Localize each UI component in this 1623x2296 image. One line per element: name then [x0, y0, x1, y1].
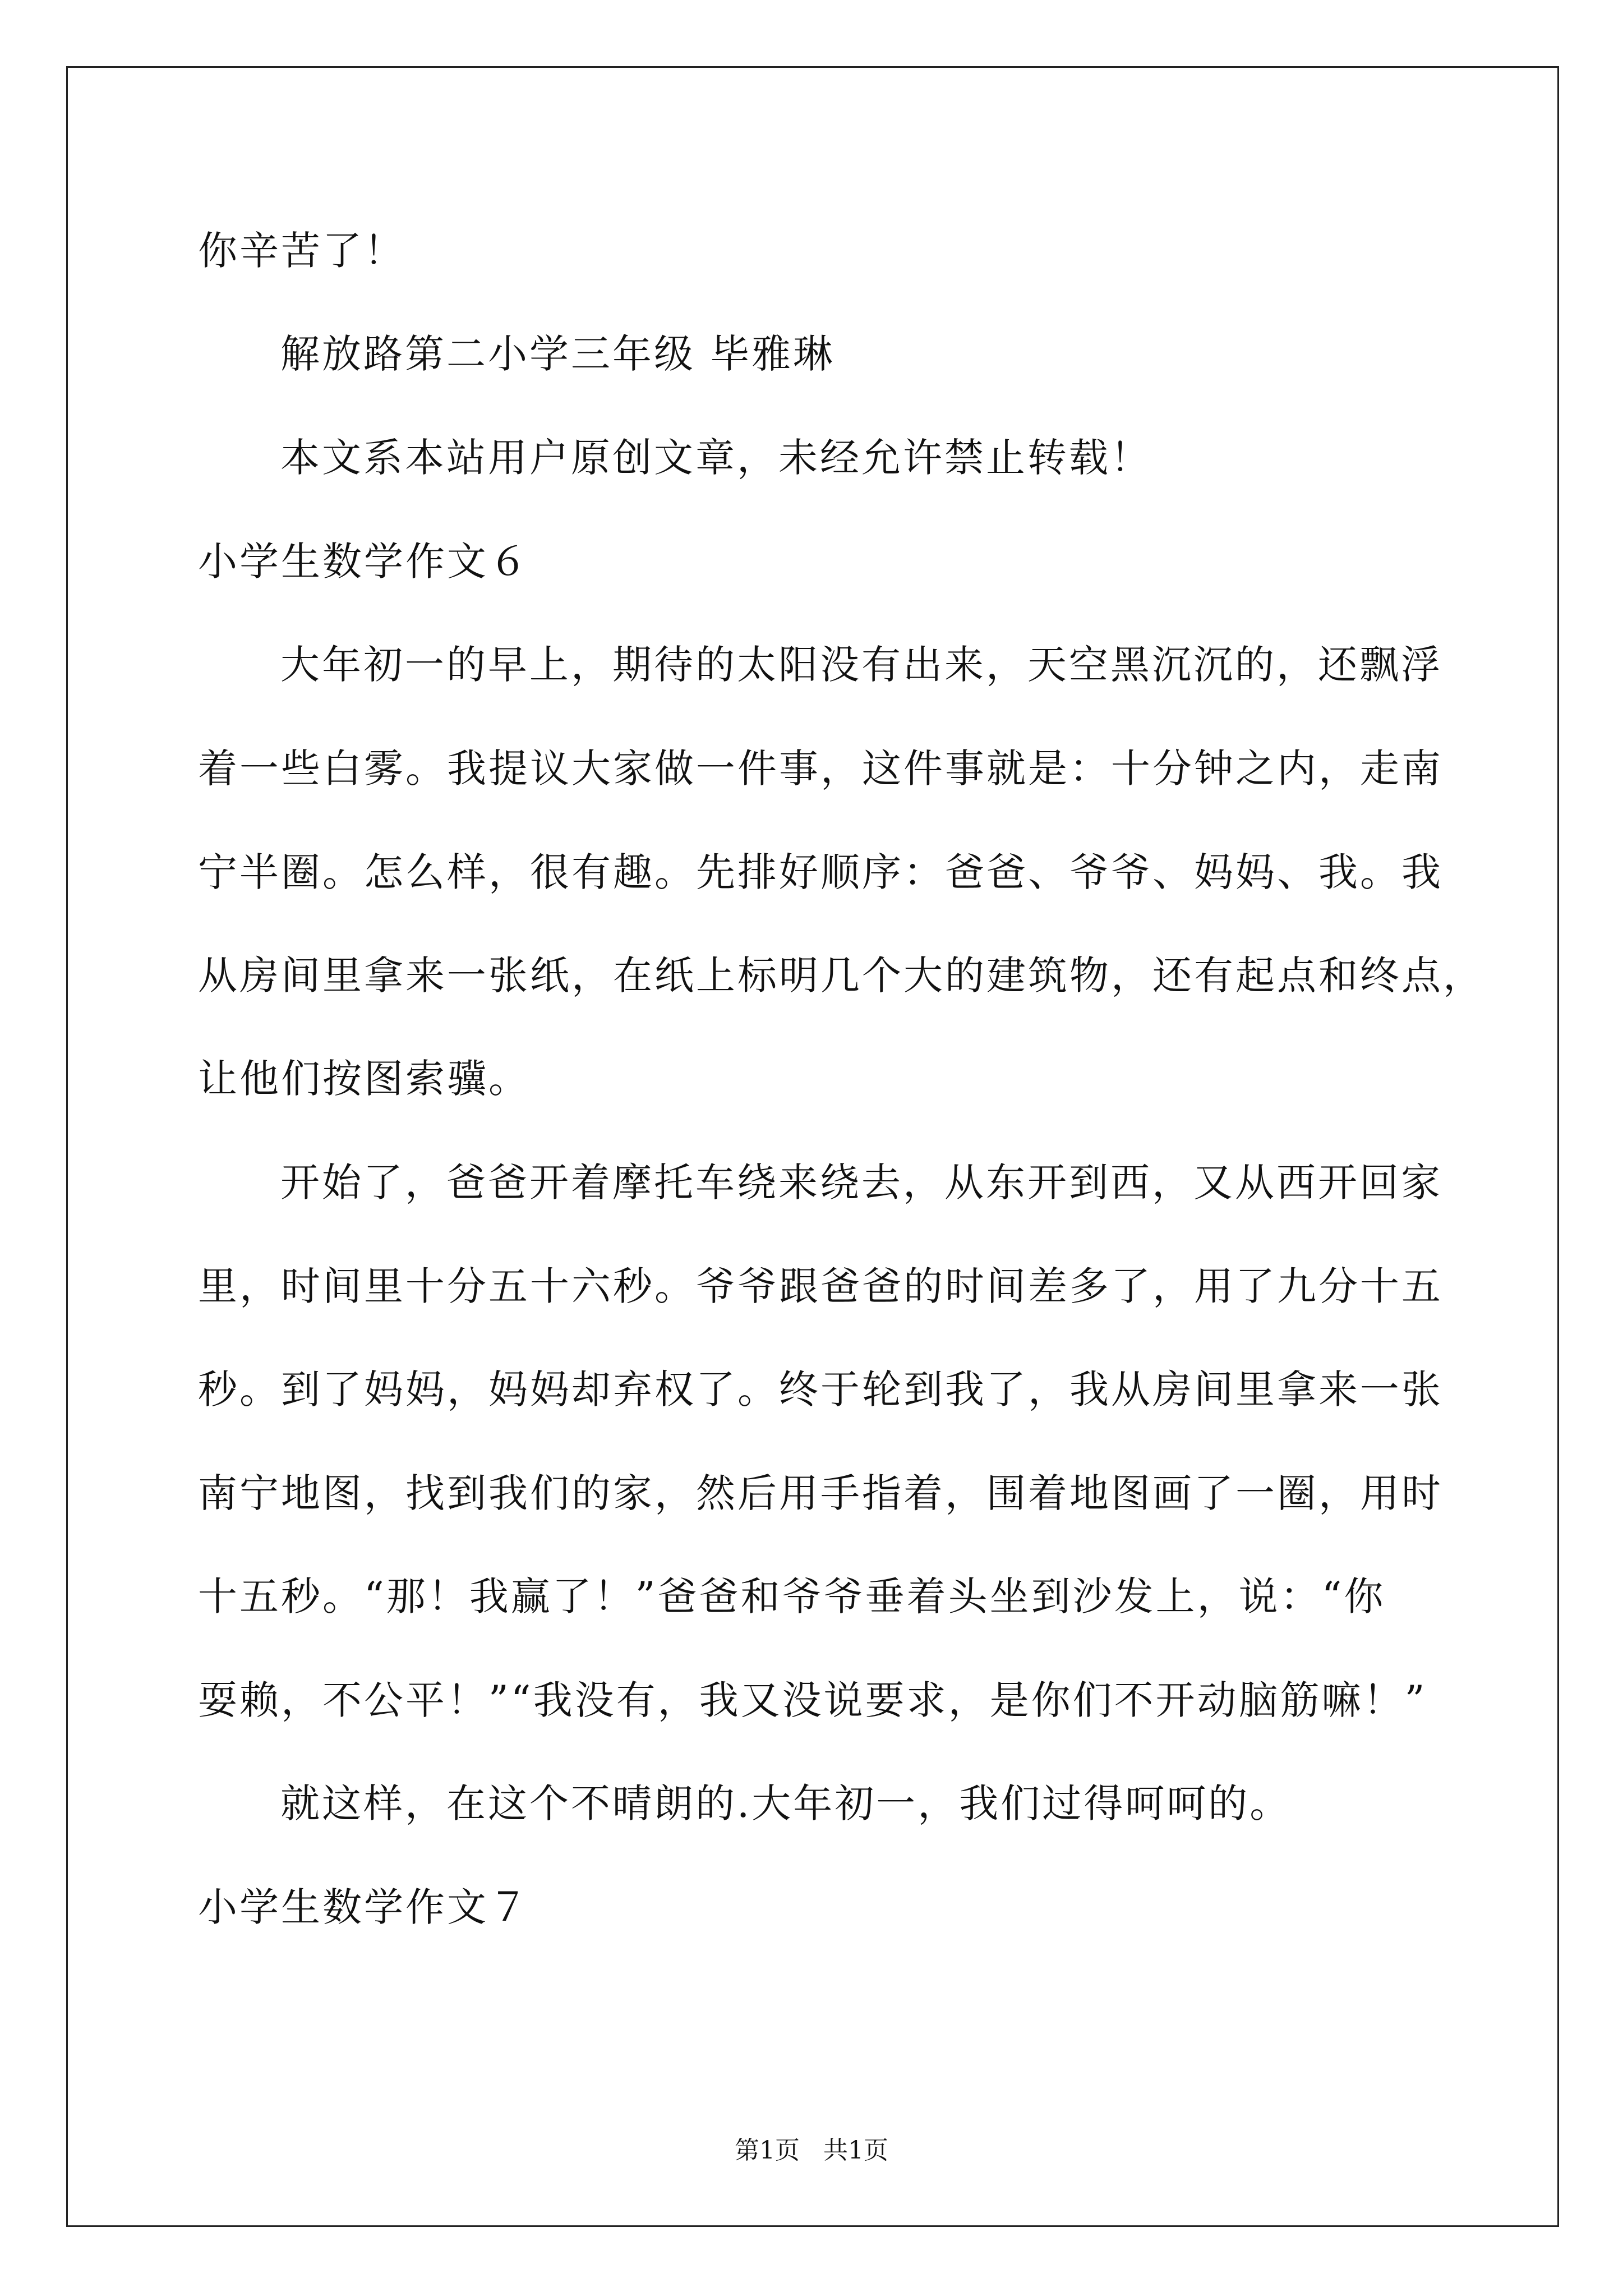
paragraph-line: 耍赖，不公平！”“我没有，我又没说要求，是你们不开动脑筋嘛！”	[198, 1677, 1427, 1723]
text-line-signature: 解放路第二小学三年级 毕雅琳	[280, 331, 835, 377]
text-line-copyright: 本文系本站用户原创文章，未经允许禁止转载！	[280, 435, 1152, 481]
paragraph-line: 从房间里拿来一张纸，在纸上标明几个大的建筑物，还有起点和终点，	[198, 953, 1484, 999]
page-footer: 第1页 共1页	[735, 2136, 888, 2165]
section-heading-6: 小学生数学作文６	[198, 539, 530, 585]
paragraph-line: 就这样，在这个不晴朗的.大年初一，我们过得呵呵的。	[280, 1780, 1292, 1826]
paragraph-line: 让他们按图索骥。	[198, 1056, 530, 1102]
section-heading-7: 小学生数学作文７	[198, 1884, 530, 1930]
paragraph-line: 南宁地图，找到我们的家，然后用手指着，围着地图画了一圈，用时	[198, 1470, 1443, 1516]
paragraph-line: 大年初一的早上，期待的太阳没有出来，天空黑沉沉的，还飘浮	[280, 642, 1442, 688]
paragraph-line: 着一些白雾。我提议大家做一件事，这件事就是：十分钟之内，走南	[198, 746, 1443, 792]
paragraph-line: 开始了，爸爸开着摩托车绕来绕去，从东开到西，又从西开回家	[280, 1159, 1442, 1205]
paragraph-line: 秒。到了妈妈，妈妈却弃权了。终于轮到我了，我从房间里拿来一张	[198, 1366, 1443, 1412]
paragraph-line: 宁半圈。怎么样，很有趣。先排好顺序：爸爸、爷爷、妈妈、我。我	[198, 849, 1443, 895]
paragraph-line: 十五秒。“那！我赢了！”爸爸和爷爷垂着头坐到沙发上，说：“你	[198, 1573, 1386, 1619]
paragraph-line: 里，时间里十分五十六秒。爷爷跟爸爸的时间差多了，用了九分十五	[198, 1263, 1443, 1309]
text-line-closing: 你辛苦了！	[198, 228, 405, 274]
